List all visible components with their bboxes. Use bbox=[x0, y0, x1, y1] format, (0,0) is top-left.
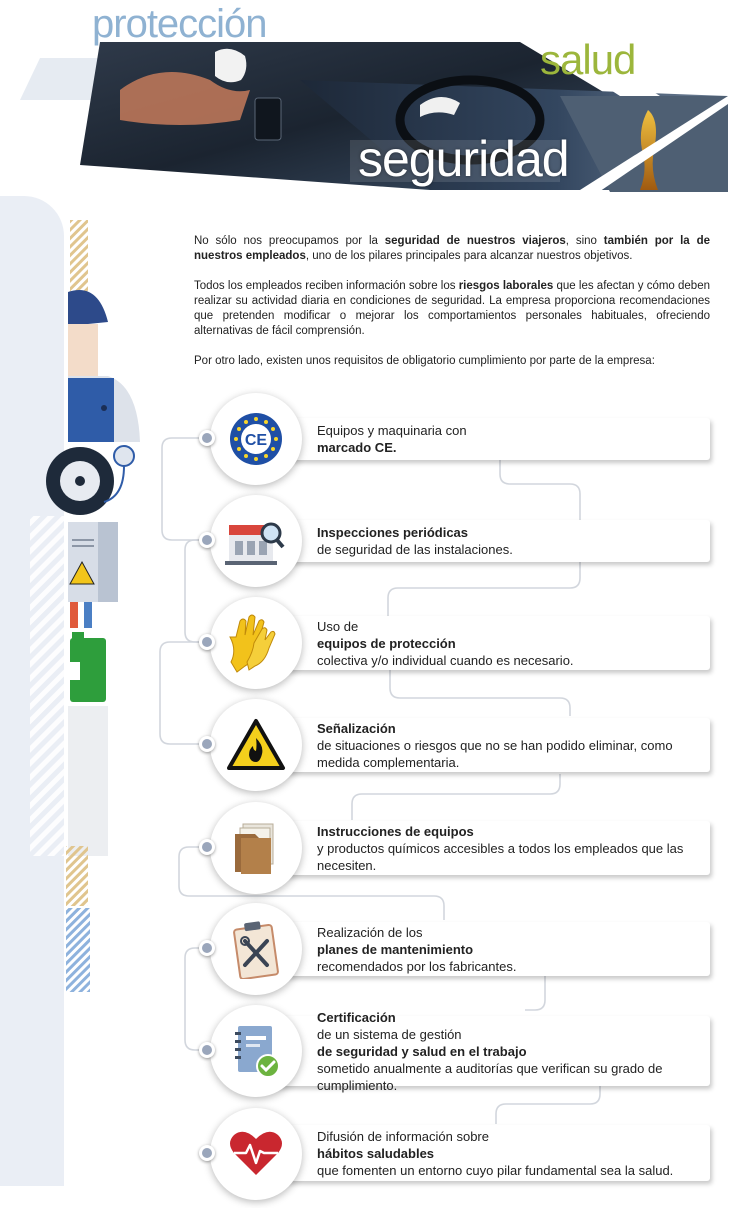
title-word-proteccion: protección bbox=[92, 2, 267, 46]
text: de un sistema de gestión bbox=[317, 1026, 462, 1042]
requirement-card bbox=[256, 616, 710, 670]
bold-text: Certificación bbox=[317, 1009, 396, 1025]
text: sometido anualmente a auditorías que verifican su grado de cumplimiento. bbox=[317, 1060, 663, 1093]
requirement-card bbox=[256, 821, 710, 875]
bold-text: planes de mantenimiento bbox=[317, 941, 474, 957]
timeline-dot bbox=[199, 430, 215, 446]
requirement-text bbox=[317, 720, 698, 771]
requirement-text bbox=[317, 924, 516, 975]
intro-paragraph-3 bbox=[194, 354, 710, 369]
requirement-card bbox=[256, 718, 710, 772]
text: que les afectan y cómo deben realizar su actividad diaria en condiciones de seguridad. La empresa proporciona recomendaciones que pretenden modificar o mejorar los comportamientos personales habituales, ofreciendo alternativas de fácil comprensión. bbox=[194, 280, 710, 337]
bold-text: Instrucciones de equipos bbox=[317, 823, 474, 839]
intro-paragraph-1 bbox=[194, 234, 710, 264]
timeline-dot bbox=[199, 1145, 215, 1161]
intro-text bbox=[194, 234, 710, 384]
requirement-icon-circle bbox=[210, 903, 302, 995]
certified-notebook-icon bbox=[230, 1022, 282, 1080]
requirement-card bbox=[256, 1009, 710, 1093]
requirement-item-8 bbox=[0, 1105, 730, 1205]
bold-text: Inspecciones periódicas bbox=[317, 525, 469, 540]
bold-text: seguridad de nuestros viajeros bbox=[384, 235, 566, 247]
requirement-card bbox=[256, 418, 710, 460]
timeline-dot bbox=[199, 1042, 215, 1058]
bold-text: riesgos laborales bbox=[458, 280, 554, 292]
maintenance-clipboard-icon bbox=[231, 919, 281, 979]
bold-text: también por la de nuestros empleados bbox=[194, 235, 710, 262]
bold-text: Señalización bbox=[317, 720, 396, 736]
bold-text: equipos de protección bbox=[317, 635, 456, 651]
timeline-dot bbox=[199, 736, 215, 752]
ce-mark-icon bbox=[228, 411, 284, 467]
requirement-icon-circle bbox=[210, 1005, 302, 1097]
requirement-item-6 bbox=[0, 900, 730, 1000]
text: No sólo nos preocupamos por la bbox=[194, 235, 385, 247]
requirement-item-4 bbox=[0, 696, 730, 796]
requirement-card bbox=[256, 922, 710, 976]
text: colectiva y/o individual cuando es necesario. bbox=[317, 652, 574, 668]
requirement-icon-circle bbox=[210, 699, 302, 791]
text: y productos químicos accesibles a todos los empleados que las necesiten. bbox=[317, 840, 684, 873]
text: Uso de bbox=[317, 618, 359, 634]
requirement-item-1 bbox=[0, 390, 730, 490]
requirement-text bbox=[317, 422, 467, 456]
timeline-dot bbox=[199, 634, 215, 650]
requirement-icon-circle bbox=[210, 802, 302, 894]
heart-pulse-icon bbox=[228, 1129, 284, 1179]
text: de seguridad de las instalaciones. bbox=[317, 542, 513, 557]
text: Por otro lado, existen unos requisitos de obligatorio cumplimiento por parte de la empresa: bbox=[194, 355, 655, 367]
timeline-dot bbox=[199, 532, 215, 548]
timeline-dot bbox=[199, 839, 215, 855]
requirement-card bbox=[256, 520, 710, 562]
folder-icon bbox=[231, 820, 281, 876]
bold-text: de seguridad y salud en el trabajo bbox=[317, 1043, 527, 1059]
text: Difusión de información sobre bbox=[317, 1128, 489, 1144]
bold-text: hábitos saludables bbox=[317, 1145, 435, 1161]
fire-warning-icon bbox=[226, 718, 286, 772]
requirement-text bbox=[317, 524, 513, 558]
title-word-salud: salud bbox=[540, 36, 636, 83]
requirement-card bbox=[256, 1125, 710, 1181]
text: Todos los empleados reciben información sobre los bbox=[194, 280, 459, 292]
factory-inspection-icon bbox=[225, 513, 287, 569]
intro-paragraph-2 bbox=[194, 279, 710, 339]
requirement-icon-circle bbox=[210, 495, 302, 587]
requirement-text bbox=[317, 823, 698, 874]
text: de situaciones o riesgos que no se han podido eliminar, como medida complementaria. bbox=[317, 737, 673, 770]
text: que fomenten un entorno cuyo pilar fundamental sea la salud. bbox=[317, 1162, 674, 1178]
requirement-item-7 bbox=[0, 1002, 730, 1102]
text: recomendados por los fabricantes. bbox=[317, 958, 517, 974]
timeline-dot bbox=[199, 940, 215, 956]
text: , uno de los pilares principales para alcanzar nuestros objetivos. bbox=[305, 250, 633, 262]
gloves-icon bbox=[228, 613, 284, 673]
requirement-item-3 bbox=[0, 594, 730, 694]
requirement-text bbox=[317, 1128, 673, 1179]
svg-text:CE: CE bbox=[244, 432, 268, 449]
requirement-icon-circle bbox=[210, 1108, 302, 1200]
text: , sino bbox=[565, 235, 604, 247]
bold-text: marcado CE. bbox=[317, 440, 397, 455]
requirement-item-2 bbox=[0, 492, 730, 592]
requirement-text bbox=[317, 618, 574, 669]
requirement-item-5 bbox=[0, 799, 730, 899]
title-word-seguridad: seguridad bbox=[358, 131, 569, 187]
text: Realización de los bbox=[317, 924, 423, 940]
requirement-text bbox=[317, 1009, 698, 1094]
requirement-icon-circle bbox=[210, 393, 302, 485]
text: Equipos y maquinaria con bbox=[317, 423, 467, 438]
requirement-icon-circle bbox=[210, 597, 302, 689]
